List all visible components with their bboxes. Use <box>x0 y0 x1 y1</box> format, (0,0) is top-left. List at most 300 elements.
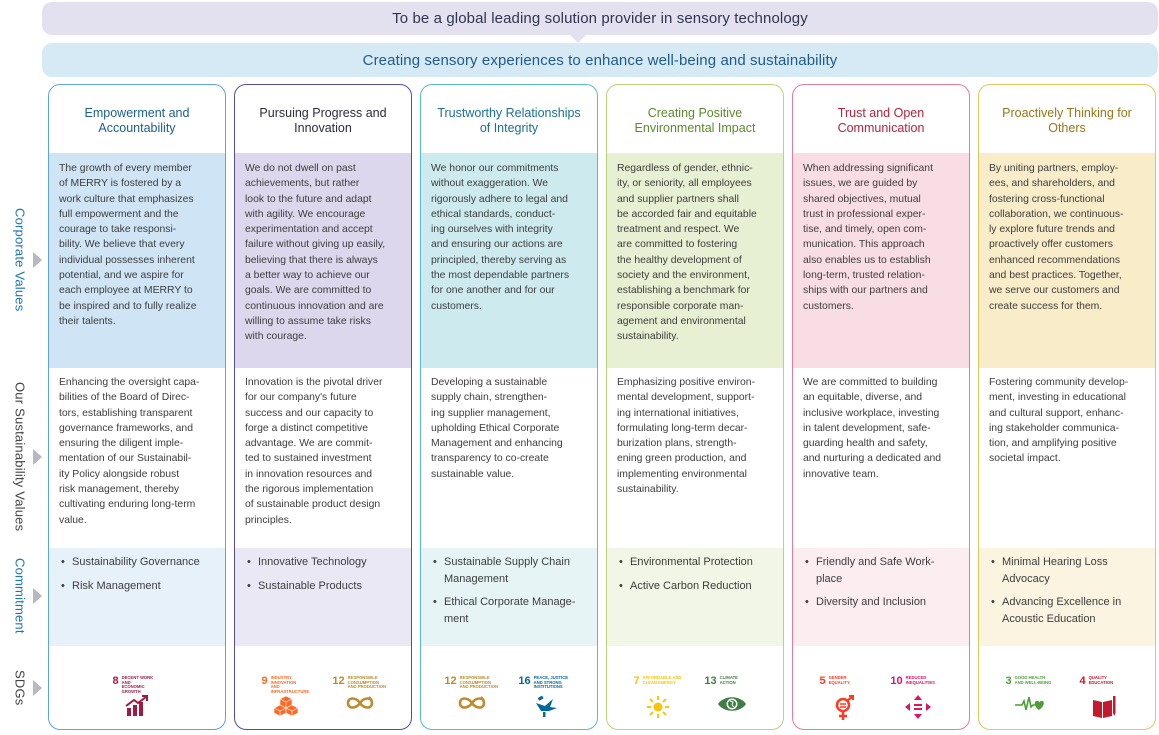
sdg-caption-line: AND STRONG <box>533 679 562 685</box>
commitment-text <box>444 594 575 627</box>
commitment-line: Risk Management <box>72 579 161 592</box>
banner-caret-icon <box>570 35 586 43</box>
text-line: fostering cross-functional <box>989 193 1105 205</box>
sdg-header <box>704 676 759 692</box>
sdg-caption <box>122 676 162 694</box>
title-line: Empowerment and <box>84 106 190 120</box>
sustainability-value-text <box>607 368 783 548</box>
commitment-item <box>619 554 775 571</box>
text-line: the healthy development of <box>617 254 742 266</box>
dove-gavel-icon <box>533 695 559 722</box>
text-line: be inspired and to fully realize <box>59 300 197 312</box>
commitment-line: Advancing Excellence in <box>1002 596 1122 608</box>
corporate-value-text <box>421 153 597 368</box>
value-column <box>48 84 226 730</box>
sdg-caption-line: AND PRODUCTION <box>347 684 387 690</box>
row-arrow-icon <box>33 449 42 465</box>
title-line: Pursuing Progress and <box>259 106 387 120</box>
text-line: Developing a sustainable <box>431 377 548 388</box>
sdg-caption <box>271 676 311 694</box>
text-line: ethical standards, conduct- <box>431 208 556 220</box>
sdg-caption <box>720 676 760 685</box>
commitment-line: Environmental Protection <box>630 556 753 568</box>
text-line: issues, we are guided by <box>803 178 918 190</box>
text-line: munication. This approach <box>803 239 925 251</box>
column-title-text <box>838 106 925 136</box>
text-line: establishing a benchmark for <box>617 285 750 297</box>
bullet-icon: • <box>805 596 809 608</box>
sdg-caption-line: CONSUMPTION <box>459 679 492 685</box>
sdg-16-icon <box>515 676 577 722</box>
text-line: Enhancing the oversight capa- <box>59 377 200 388</box>
commitment-text <box>444 554 570 587</box>
text-line: ing stakeholder communica- <box>989 422 1119 434</box>
text-line: guarding health and safety, <box>803 438 928 450</box>
text-line: mental development, support- <box>617 392 755 404</box>
commitment-line: ment <box>444 612 469 625</box>
sdg-number: 9 <box>261 675 268 687</box>
commitment-line: Ethical Corporate Manage- <box>444 596 576 608</box>
infrastructure-cubes-icon <box>273 695 299 722</box>
commitment-item <box>991 594 1147 627</box>
commitment-item <box>619 578 775 595</box>
commitment-text <box>1002 554 1108 587</box>
column-title-text <box>1002 106 1132 136</box>
bullet-icon: • <box>991 596 995 608</box>
sdg-8-icon <box>106 676 168 722</box>
column-title <box>421 85 597 153</box>
commitment-text <box>72 578 161 595</box>
text-line: achievements, but rather <box>245 178 360 190</box>
sdg-caption <box>534 676 574 690</box>
column-title-text <box>437 106 580 136</box>
sdg-caption-line: AND WELL-BEING <box>1014 679 1052 685</box>
sdg-number: 5 <box>819 675 826 687</box>
row-arrow-icon <box>33 588 42 604</box>
column-title <box>979 85 1155 153</box>
sdg-number: 7 <box>633 675 640 687</box>
sustainability-value-text <box>979 368 1155 548</box>
bullet-icon: • <box>619 556 623 568</box>
sdg-number: 4 <box>1079 675 1086 687</box>
mission-text: Creating sensory experiences to enhance well-being and sustainability <box>362 51 838 69</box>
bullet-icon: • <box>61 579 65 592</box>
text-line: Fostering community develop- <box>989 377 1129 388</box>
title-line: Creating Positive <box>647 106 743 120</box>
commitment-text <box>630 578 752 595</box>
commitment-text <box>816 554 934 587</box>
text-line: customers. <box>803 300 854 312</box>
row-label-text: Corporate Values <box>12 207 28 312</box>
commitment-text <box>72 554 200 571</box>
commitment-text <box>630 554 753 571</box>
sdg-caption <box>1015 676 1055 685</box>
commitment-text <box>258 578 362 595</box>
text-line: and cultural support, enhanc- <box>989 407 1124 419</box>
text-line: implementing environmental <box>617 468 747 480</box>
text-line: inclusive workplace, investing <box>803 407 940 419</box>
text-line: and nurturing a dedicated and <box>803 453 942 465</box>
sdg-header <box>444 676 499 692</box>
column-title-text <box>85 106 190 136</box>
sdg-header <box>633 676 682 692</box>
sdg-caption-line: PEACE, JUSTICE <box>533 675 569 680</box>
infinity-loop-icon <box>345 695 375 716</box>
text-line: advantage. We are commit- <box>245 438 373 450</box>
text-line: ity Policy alongside robust <box>59 468 180 480</box>
text-line: long-term, trusted relation- <box>803 270 925 282</box>
text-line: are committed to fostering <box>617 239 738 251</box>
commitment-text <box>258 554 367 571</box>
row-arrow-icon <box>33 680 42 696</box>
title-line: Communication <box>837 121 925 135</box>
text-line: principled, thereby serving as <box>431 254 567 266</box>
commitment-line: Friendly and Safe Work- <box>816 556 935 568</box>
sdg-icons <box>421 646 597 730</box>
text-line: treatment and respect. We <box>617 224 740 236</box>
sdg-header <box>890 676 945 692</box>
text-line: of MERRY is fostered by a <box>59 178 182 190</box>
sdg-header <box>819 676 868 692</box>
text-line: burization plans, strength- <box>617 438 737 450</box>
text-line: with courage. <box>245 331 307 343</box>
book-pencil-icon <box>1091 695 1117 724</box>
commitment-item <box>247 554 403 571</box>
sdg-9-icon <box>255 676 317 722</box>
text-line: willing to assume take risks <box>245 315 371 327</box>
text-line: upholding Ethical Corporate <box>431 422 560 434</box>
sdg-number: 3 <box>1005 675 1012 687</box>
text-line: transparency to co-create <box>431 453 549 465</box>
gender-equality-icon <box>833 695 855 726</box>
text-line: value. <box>59 514 87 526</box>
corporate-value-text <box>49 153 225 368</box>
text-line: also enables us to establish <box>803 254 931 266</box>
text-line: ees, and shareholders, and <box>989 178 1115 190</box>
commitment-line: Active Carbon Reduction <box>630 579 752 592</box>
text-line: Management and enhancing <box>431 438 563 450</box>
text-line: in innovation resources and <box>245 468 373 480</box>
sdg-caption-line: GOOD HEALTH <box>1014 675 1046 680</box>
column-title <box>49 85 225 153</box>
title-line: of Integrity <box>479 121 539 135</box>
sdg-4-icon <box>1073 676 1135 724</box>
title-line: Proactively Thinking for <box>1002 106 1132 120</box>
sdg-caption <box>643 676 683 685</box>
corporate-value-text <box>607 153 783 368</box>
commitment-item <box>805 594 961 611</box>
text-line: and ensuring our actions are <box>431 239 563 251</box>
sdg-header <box>1079 676 1128 692</box>
text-line: The growth of every member <box>59 163 192 174</box>
sdg-10-icon <box>887 676 949 724</box>
corporate-value-text <box>979 153 1155 368</box>
bullet-icon: • <box>991 556 995 568</box>
sdg-header <box>261 676 310 692</box>
text-line: principles. <box>245 514 292 526</box>
row-label-text: SDGs <box>12 669 28 706</box>
text-line: society and the environment, <box>617 270 750 282</box>
text-line: bility. We believe that every <box>59 239 185 251</box>
text-line: When addressing significant <box>803 163 933 174</box>
commitment-line: Advocacy <box>1002 572 1050 585</box>
text-line: with agility. We encourage <box>245 208 366 220</box>
text-line: tise, and timely, open com- <box>803 224 927 236</box>
text-line: for one another and for our <box>431 285 555 297</box>
text-line: their talents. <box>59 315 116 327</box>
commitment-list <box>49 548 225 646</box>
eye-globe-icon <box>717 695 747 718</box>
bullet-icon: • <box>619 579 623 592</box>
text-line: risk management, thereby <box>59 484 180 496</box>
title-line: Environmental Impact <box>634 121 756 135</box>
text-line: the most dependable partners <box>431 270 570 282</box>
sdg-caption <box>460 676 500 690</box>
text-line: continuous innovation and are <box>245 300 384 312</box>
sdg-header <box>332 676 387 692</box>
mission-banner <box>42 43 1158 77</box>
text-line: formulating long-term decar- <box>617 422 748 434</box>
corporate-value-text <box>793 153 969 368</box>
sdg-caption-line: RESPONSIBLE <box>459 675 490 680</box>
sdg-caption-line: INEQUALITIES <box>905 679 935 685</box>
sdg-caption-line: AFFORDABLE AND <box>642 675 682 680</box>
commitment-item <box>433 594 589 627</box>
text-line: full empowerment and the <box>59 208 179 220</box>
sdg-number: 12 <box>444 675 457 687</box>
text-line: We do not dwell on past <box>245 163 356 174</box>
text-line: responsible corporate man- <box>617 300 744 312</box>
text-line: supply chain, strengthen- <box>431 392 548 404</box>
sdg-caption-line: RESPONSIBLE <box>347 675 378 680</box>
commitment-line: place <box>816 572 843 585</box>
commitment-line: Innovative Technology <box>258 556 367 568</box>
corporate-value-text <box>235 153 411 368</box>
sdg-caption <box>348 676 388 690</box>
sdg-icons <box>607 646 783 730</box>
sdg-icons <box>793 646 969 730</box>
text-line: ity, or seniority, all employees <box>617 178 752 190</box>
text-line: Innovation is the pivotal driver <box>245 377 383 388</box>
sustainability-value-text <box>793 368 969 548</box>
sdg-5-icon <box>813 676 875 726</box>
text-line: individual possesses inherent <box>59 254 195 266</box>
sdg-caption-line: DECENT WORK AND <box>121 675 154 685</box>
row-label-text: Commitment <box>12 558 28 634</box>
text-line: tion, and amplifying positive <box>989 438 1117 450</box>
vision-banner <box>42 2 1158 35</box>
infinity-loop-icon <box>457 695 487 716</box>
text-line: ment, investing in educational <box>989 392 1126 404</box>
sdg-caption-line: REDUCED <box>905 675 927 680</box>
value-column <box>606 84 784 730</box>
sdg-caption <box>829 676 869 685</box>
text-line: Emphasizing positive environ- <box>617 377 756 388</box>
value-column <box>234 84 412 730</box>
sdg-icons <box>979 646 1155 730</box>
text-line: each employee at MERRY to <box>59 285 193 297</box>
sdg-caption-line: CLIMATE <box>719 675 738 680</box>
commitment-text <box>816 594 926 611</box>
sdg-3-icon <box>999 676 1061 718</box>
text-line: ing ourselves with integrity <box>431 224 553 236</box>
text-line: sustainable value. <box>431 468 515 480</box>
row-arrow-icon <box>33 252 42 268</box>
text-line: goals. We are committed to <box>245 285 372 297</box>
sdg-caption-line: INSTITUTIONS <box>533 684 563 690</box>
text-line: a better way to achieve our <box>245 270 370 282</box>
sdg-header <box>112 676 161 692</box>
commitment-list <box>421 548 597 646</box>
text-line: for our company's future <box>245 392 357 404</box>
sdg-caption-line: EQUALITY <box>828 679 850 685</box>
row-label-commitment <box>2 547 38 645</box>
commitment-item <box>433 554 589 587</box>
commitment-item <box>991 554 1147 587</box>
reduced-inequalities-icon <box>905 695 931 724</box>
value-column <box>978 84 1156 730</box>
text-line: the rigorous implementation <box>245 484 374 496</box>
value-column <box>792 84 970 730</box>
column-title-text <box>635 106 756 136</box>
sustainability-value-text <box>49 368 225 548</box>
sun-energy-icon <box>646 695 670 724</box>
heartbeat-icon <box>1014 695 1046 718</box>
text-line: sustainability. <box>617 331 679 343</box>
sdg-header <box>1005 676 1054 692</box>
commitment-line: Management <box>444 572 509 585</box>
text-line: trust in professional exper- <box>803 208 926 220</box>
sdg-caption-line: GENDER <box>828 675 847 680</box>
text-line: failure without giving up easily, <box>245 239 386 251</box>
sdg-number: 10 <box>890 675 903 687</box>
sdg-13-icon <box>701 676 763 718</box>
text-line: ted to sustained investment <box>245 453 372 465</box>
sdg-number: 16 <box>518 675 531 687</box>
growth-chart-icon <box>125 695 149 722</box>
commitment-line: Diversity and Inclusion <box>816 596 927 608</box>
commitment-list <box>235 548 411 646</box>
text-line: ensuring the diligent imple- <box>59 438 184 450</box>
text-line: ly explore future trends and <box>989 224 1115 236</box>
sdg-caption-line: EDUCATION <box>1088 679 1114 685</box>
commitment-line: Sustainable Supply Chain <box>444 556 570 568</box>
sdg-7-icon <box>627 676 689 724</box>
title-line: Trust and Open <box>837 106 925 120</box>
title-line: Innovation <box>294 121 352 135</box>
bullet-icon: • <box>805 556 809 568</box>
title-line: Trustworthy Relationships <box>437 106 581 120</box>
text-line: We honor our commitments <box>431 163 559 174</box>
commitment-item <box>247 578 403 595</box>
text-line: bilities of the Board of Direc- <box>59 392 190 404</box>
title-line: Others <box>1048 121 1086 135</box>
text-line: innovative team. <box>803 468 879 480</box>
text-line: agement and environmental <box>617 315 746 327</box>
row-label-corporate-values <box>2 152 38 367</box>
bullet-icon: • <box>247 556 251 568</box>
text-line: tors, establishing transparent <box>59 407 193 419</box>
text-line: rigorously adhere to legal and <box>431 193 568 205</box>
text-line: potential, and we aspire for <box>59 270 184 282</box>
sdg-header <box>518 676 573 692</box>
text-line: create success for them. <box>989 300 1103 312</box>
bullet-icon: • <box>433 596 437 608</box>
text-line: courage to take responsi- <box>59 224 177 236</box>
bullet-icon: • <box>61 556 65 568</box>
commitment-line: Sustainability Governance <box>72 556 200 568</box>
commitment-line: Sustainable Products <box>258 579 362 592</box>
row-label-sustainability-values <box>2 367 38 547</box>
commitment-list <box>607 548 783 646</box>
text-line: in talent development, safe- <box>803 422 931 434</box>
text-line: sustainability. <box>617 484 679 496</box>
text-line: experimentation and accept <box>245 224 373 236</box>
text-line: enhanced recommendations <box>989 254 1121 266</box>
sdg-caption-line: QUALITY <box>1088 675 1107 680</box>
text-line: customers. <box>431 300 482 312</box>
column-title-text <box>259 106 386 136</box>
sustainability-value-text <box>235 368 411 548</box>
sustainability-value-text <box>421 368 597 548</box>
text-line: of sustainable product design <box>245 499 381 511</box>
sdg-caption-line: ECONOMIC GROWTH <box>121 684 145 694</box>
title-line: Accountability <box>98 121 176 135</box>
sdg-number: 8 <box>112 675 119 687</box>
column-title <box>607 85 783 153</box>
sdg-icons <box>49 646 225 730</box>
text-line: an equitable, diverse, and <box>803 392 923 404</box>
commitment-item <box>61 554 217 571</box>
text-line: Regardless of gender, ethnic- <box>617 163 753 174</box>
text-line: shared objectives, mutual <box>803 193 921 205</box>
text-line: and best practices. Together, <box>989 270 1122 282</box>
text-line: governance frameworks, and <box>59 422 193 434</box>
text-line: ing international initiatives, <box>617 407 739 419</box>
commitment-list <box>793 548 969 646</box>
commitment-text <box>1002 594 1121 627</box>
text-line: collaboration, we continuous- <box>989 208 1124 220</box>
text-line: believing that there is always <box>245 254 378 266</box>
commitment-line: Acoustic Education <box>1002 612 1096 625</box>
text-line: we serve our customers and <box>989 285 1120 297</box>
row-label-sdgs <box>2 645 38 730</box>
vision-text: To be a global leading solution provider in sensory technology <box>392 10 808 27</box>
text-line: societal impact. <box>989 453 1061 465</box>
text-line: cultivating enduring long-term <box>59 499 196 511</box>
text-line: forge a distinct competitive <box>245 422 369 434</box>
bullet-icon: • <box>433 556 437 568</box>
sdg-12-icon <box>441 676 503 716</box>
text-line: work culture that emphasizes <box>59 193 194 205</box>
text-line: look to the future and adapt <box>245 193 372 205</box>
value-column <box>420 84 598 730</box>
commitment-item <box>805 554 961 587</box>
sdg-number: 12 <box>332 675 345 687</box>
text-line: be accorded fair and equitable <box>617 208 757 220</box>
sdg-caption-line: INDUSTRY, INNOVATION <box>270 675 297 685</box>
text-line: mentation of our Sustainabil- <box>59 453 192 465</box>
text-line: ening green production, and <box>617 453 747 465</box>
text-line: By uniting partners, employ- <box>989 163 1119 174</box>
text-line: We are committed to building <box>803 377 938 388</box>
text-line: and supplier partners shall <box>617 193 739 205</box>
column-title <box>793 85 969 153</box>
commitment-line: Minimal Hearing Loss <box>1002 556 1108 568</box>
sdg-caption-line: CLEAN ENERGY <box>642 679 676 685</box>
text-line: success and our capacity to <box>245 407 374 419</box>
sdg-12-icon <box>329 676 391 716</box>
